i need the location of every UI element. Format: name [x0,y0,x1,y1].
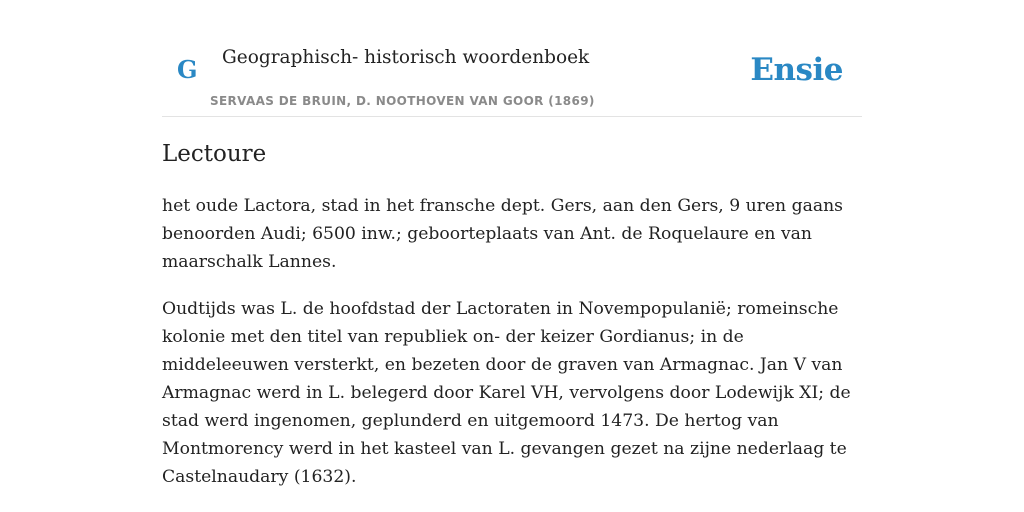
entry-title: Lectoure [162,141,267,167]
entry-body [162,192,862,510]
ensie-logo-link[interactable]: Ensie [750,52,843,88]
book-title-link[interactable]: Geographisch- historisch woordenboek [222,47,590,68]
page [162,0,862,487]
book-header [162,0,862,117]
entry-paragraph: Oudtijds was L. de hoofdstad der Lactoraten in Novempopulanië; romeinsche kolonie met den titel van republiek on- der keizer Gordianus; in de middeleeuwen versterkt, en bezeten door de graven van Armagnac. Jan V van Armagnac werd in L. belegerd door Karel VH, vervolgens door Lodewijk XI; de stad werd ingenomen, geplunderd en uitgemoord 1473. De hertog van Montmorency werd in het kasteel van L. gevangen gezet na zijne nederlaag te Castelnaudary (1632). [162,299,851,487]
book-letter-icon[interactable]: G [177,55,198,84]
entry-paragraph: het oude Lactora, stad in het fransche dept. Gers, aan den Gers, 9 uren gaans benoorden Audi; 6500 inw.; geboorteplaats van Ant. de Roquelaure en van maarschalk Lannes. [162,196,843,272]
book-authors: SERVAAS DE BRUIN, D. NOOTHOVEN VAN GOOR (1869) [210,94,595,108]
